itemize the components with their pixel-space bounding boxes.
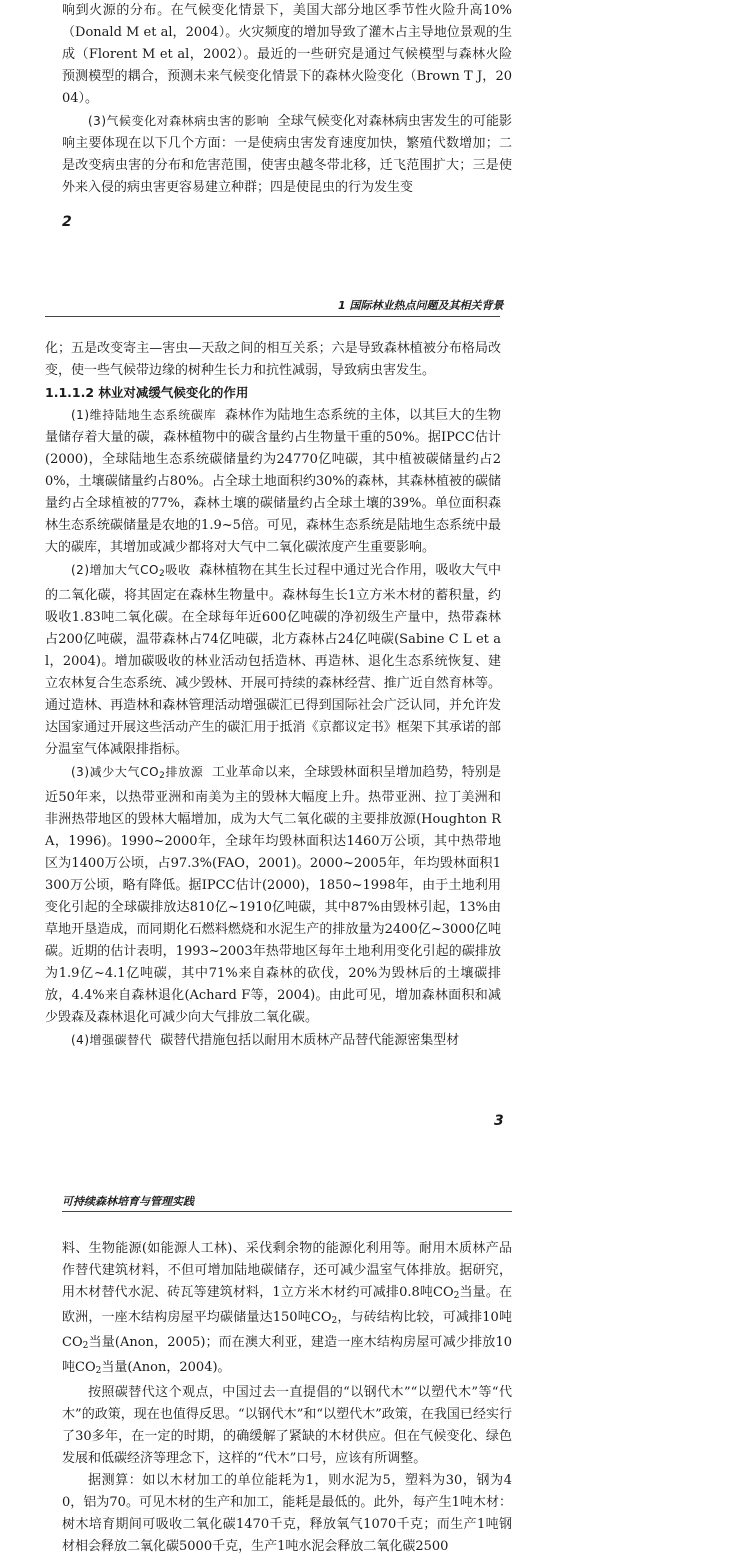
paragraph <box>45 1029 501 1052</box>
paragraph <box>62 110 512 199</box>
paragraph: 响到火源的分布。在气候变化情景下，美国大部分地区季节性火险升高10%（Donald M et al，2004）。火灾频度的增加导致了灌木占主导地位景观的生成（Florent M et al，2002）。最近的一些研究是通过气候模型与森林火险预测模型的耦合，预测未来气候变化情景下的森林火险变化（Brown T J，2004）。 <box>62 3 512 106</box>
paragraph-lead: (3)气候变化对森林病虫害的影响 <box>88 114 270 128</box>
paragraph: 化；五是改变寄主—害虫—天敌之间的相互关系；六是导致森林植被分布格局改变，使一些气候带边缘的树种生长力和抗性减弱，导致病虫害发生。 <box>45 341 501 378</box>
paragraph: 据测算：如以木材加工的单位能耗为1，则水泥为5，塑料为30，钢为40，铝为70。可见木材的生产和加工，能耗是最低的。此外，每产生1吨木材：树木培育期间可吸收二氧化碳1470千克，释放氧气1070千克；而生产1吨钢材相会释放二氧化碳5000千克，生产1吨水泥会释放二氧化碳2500 <box>62 1473 512 1554</box>
paragraph-text: 森林植物在其生长过程中通过光合作用，吸收大气中的二氧化碳，将其固定在森林生物量中。森林每生长1立方米木材的蓄积量，约吸收1.83吨二氧化碳。在全球每年近600亿吨碳的净初级生产量中，热带森林占200亿吨碳，温带森林占74亿吨碳，北方森林占24亿吨碳(Sabine C L et al，2004)。增加碳吸收的林业活动包括造林、再造林、退化生态系统恢复、建立农林复合生态系统、减少毁林、开展可持续的森林经营、推广近自然育林等。通过造林、再造林和森林管理活动增强碳汇已得到国际社会广泛认同，并允许发达国家通过开展这些活动产生的碳汇用于抵消《京都议定书》框架下其承诺的部分温室气体减限排指标。 <box>45 563 501 757</box>
paragraph: 料、生物能源(如能源人工林)、采伐剩余物的能源化利用等。耐用木质林产品作替代建筑材料，不但可增加陆地碳储存，还可减少温室气体排放。据研究，用木材替代水泥、砖瓦等建筑材料，1立方米木材约可减排0.8吨$CO_2$当量。在欧洲，一座木结构房屋平均碳储量达150吨$CO_2$，与砖结构比较，可减排10吨$CO_2$当量(Anon，2005)；而在澳大利亚，建造一座木结构房屋可减少排放10吨$CO_2$当量(Anon，2004)。 <box>62 1241 512 1376</box>
paragraph-lead: (4)增强碳替代 <box>71 1033 152 1047</box>
paragraph-lead: (1)维持陆地生态系统碳库 <box>71 408 217 422</box>
header-rule <box>62 1211 512 1212</box>
page-number: 3 <box>494 1113 504 1129</box>
running-header: 1 国际林业热点问题及其相关背景 <box>338 299 504 312</box>
paragraph-text: 碳替代措施包括以耐用木质林产品替代能源密集型材 <box>160 1033 460 1048</box>
page-3-body <box>62 1238 512 1558</box>
paragraph-lead: (2)增加大气$CO_2$吸收 <box>71 563 191 579</box>
paragraph-lead: (3)减少大气$CO_2$排放源 <box>71 765 204 781</box>
running-header: 可持续森林培育与管理实践 <box>62 1195 194 1208</box>
paragraph-text: 工业革命以来，全球毁林面积呈增加趋势，特别是近50年来，以热带亚洲和南美为主的毁林大幅度上升。热带亚洲、拉丁美洲和非洲热带地区的毁林大幅增加，成为大气二氧化碳的主要排放源(Houghton R A，1996)。1990~2000年，全球年均毁林面积达1460万公顷，其中热带地区为1400万公顷，占97.3%(FAO，2001)。2000~2005年，年均毁林面积1300万公顷，略有降低。据IPCC估计(2000)，1850~1998年，由于土地利用变化引起的全球碳排放达810亿~1910亿吨碳，其中87%由毁林引起，13%由草地开垦造成，而同期化石燃料燃烧和水泥生产的排放量为2400亿~3000亿吨碳。近期的估计表明，1993~2003年热带地区每年土地利用变化引起的碳排放为1.9亿~4.1亿吨碳，其中71%来自森林的砍伐，20%为毁林后的土壤碳排放，4.4%来自森林退化(Achard F等，2004)。由此可见，增加森林面积和减少毁森及森林退化可减少向大气排放二氧化碳。 <box>45 765 501 1025</box>
paragraph <box>45 761 501 1029</box>
paragraph: 按照碳替代这个观点，中国过去一直提倡的“以钢代木”“以塑代木”等“代木”的政策，现在也值得反思。“以钢代木”和“以塑代木”政策，在我国已经实行了30多年，在一定的时期，的确缓解了紧缺的木材供应。但在气候变化、绿色发展和低碳经济等理念下，这样的“代木”口号，应该有所调整。 <box>62 1385 512 1466</box>
paragraph <box>45 404 501 559</box>
paragraph-text: 全球气候变化对森林病虫害发生的可能影响主要体现在以下几个方面：一是使病虫害发育速度加快，繁殖代数增加；二是改变病虫害的分布和危害范围，使害虫越冬带北移，迁飞范围扩大；三是使外来入侵的病虫害更容易建立种群；四是使昆虫的行为发生变 <box>62 114 512 195</box>
page-number: 2 <box>62 214 72 230</box>
section-heading: 1.1.1.2 林业对减缓气候变化的作用 <box>45 385 249 400</box>
page-1-body <box>62 0 512 199</box>
paragraph <box>45 559 501 761</box>
paragraph-text: 森林作为陆地生态系统的主体，以其巨大的生物量储存着大量的碳，森林植物中的碳含量约占生物量干重的50%。据IPCC估计(2000)，全球陆地生态系统碳储量约为24770亿吨碳，其中植被碳储量约占20%，土壤碳储量约占80%。占全球土地面积约30%的森林，其森林植被的碳储量约占全球植被的77%，森林土壤的碳储量约占全球土壤的39%。单位面积森林生态系统碳储量是农地的1.9~5倍。可见，森林生态系统是陆地生态系统中最大的碳库，其增加或减少都将对大气中二氧化碳浓度产生重要影响。 <box>45 408 502 555</box>
header-rule <box>45 316 500 317</box>
page-2-body <box>45 338 501 1052</box>
